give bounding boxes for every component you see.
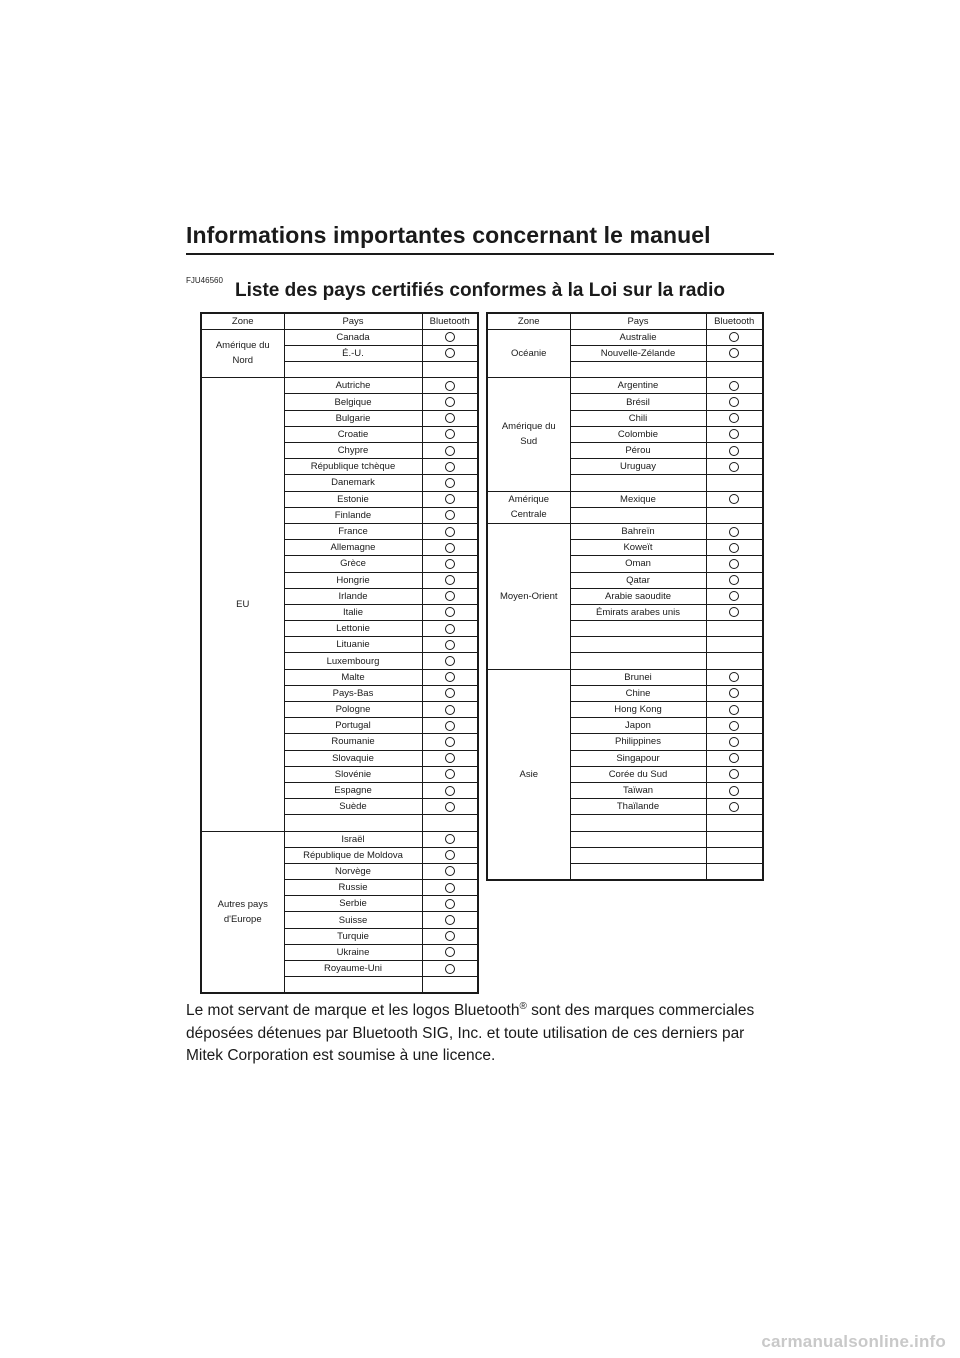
country-cell: Lituanie — [284, 637, 422, 653]
bluetooth-cell — [422, 750, 478, 766]
bluetooth-cell — [422, 977, 478, 993]
open-circle-icon — [445, 721, 455, 731]
open-circle-icon — [445, 964, 455, 974]
country-cell — [284, 362, 422, 378]
country-cell: Luxembourg — [284, 653, 422, 669]
country-cell: Colombie — [570, 426, 706, 442]
trademark-text-end: sont des marques commerciales déposées détenues par Bluetooth SIG, Inc. et toute utilisation de ces derniers par Mitek Corporation est soumise à une licence. — [186, 1002, 755, 1064]
country-cell: Turquie — [284, 928, 422, 944]
bluetooth-cell — [422, 799, 478, 815]
country-cell: Lettonie — [284, 621, 422, 637]
country-cell — [570, 653, 706, 669]
country-cell: Hongrie — [284, 572, 422, 588]
bluetooth-cell — [422, 426, 478, 442]
open-circle-icon — [445, 899, 455, 909]
bluetooth-cell — [422, 394, 478, 410]
bluetooth-cell — [422, 766, 478, 782]
country-cell: Nouvelle-Zélande — [570, 345, 706, 361]
trademark-notice — [186, 1000, 776, 1068]
country-table-right — [486, 312, 764, 881]
country-cell — [570, 847, 706, 863]
registered-mark: ® — [519, 1000, 527, 1012]
bluetooth-cell — [422, 896, 478, 912]
watermark: carmanualsonline.info — [761, 1332, 946, 1351]
bluetooth-cell — [706, 475, 763, 491]
bluetooth-cell — [706, 653, 763, 669]
bluetooth-cell — [422, 912, 478, 928]
open-circle-icon — [445, 786, 455, 796]
open-circle-icon — [729, 543, 739, 553]
open-circle-icon — [729, 769, 739, 779]
bluetooth-cell — [706, 507, 763, 523]
open-circle-icon — [445, 688, 455, 698]
table-row — [487, 523, 763, 539]
bluetooth-cell — [422, 378, 478, 394]
header-country: Pays — [570, 313, 706, 329]
header-bluetooth: Bluetooth — [422, 313, 478, 329]
bluetooth-cell — [422, 475, 478, 491]
header-country: Pays — [284, 313, 422, 329]
open-circle-icon — [729, 494, 739, 504]
bluetooth-cell — [422, 362, 478, 378]
bluetooth-cell — [422, 540, 478, 556]
country-cell — [570, 637, 706, 653]
table-row — [487, 491, 763, 507]
bluetooth-cell — [422, 831, 478, 847]
country-cell: Brunei — [570, 669, 706, 685]
header-zone: Zone — [201, 313, 284, 329]
open-circle-icon — [729, 688, 739, 698]
open-circle-icon — [445, 883, 455, 893]
country-cell: Belgique — [284, 394, 422, 410]
bluetooth-cell — [706, 734, 763, 750]
country-cell: Thaïlande — [570, 799, 706, 815]
open-circle-icon — [729, 332, 739, 342]
bluetooth-cell — [422, 621, 478, 637]
country-cell: Argentine — [570, 378, 706, 394]
table-row — [487, 378, 763, 394]
bluetooth-cell — [422, 443, 478, 459]
bluetooth-cell — [422, 523, 478, 539]
country-cell: Estonie — [284, 491, 422, 507]
open-circle-icon — [729, 753, 739, 763]
bluetooth-cell — [706, 523, 763, 539]
country-cell: Brésil — [570, 394, 706, 410]
section-title: Liste des pays certifiés conformes à la Loi sur la radio — [235, 280, 725, 301]
country-cell: Bulgarie — [284, 410, 422, 426]
bluetooth-cell — [706, 426, 763, 442]
bluetooth-cell — [706, 362, 763, 378]
country-cell: Italie — [284, 604, 422, 620]
country-cell — [570, 863, 706, 879]
country-cell — [570, 815, 706, 831]
bluetooth-cell — [422, 734, 478, 750]
country-cell: Philippines — [570, 734, 706, 750]
country-cell — [570, 831, 706, 847]
trademark-text-start: Le mot servant de marque et les logos Bluetooth — [186, 1002, 520, 1019]
bluetooth-cell — [422, 556, 478, 572]
country-cell — [284, 815, 422, 831]
bluetooth-cell — [706, 815, 763, 831]
bluetooth-cell — [422, 637, 478, 653]
country-cell: Grèce — [284, 556, 422, 572]
open-circle-icon — [729, 446, 739, 456]
bluetooth-cell — [422, 685, 478, 701]
bluetooth-cell — [422, 588, 478, 604]
country-cell: Oman — [570, 556, 706, 572]
open-circle-icon — [729, 705, 739, 715]
table-row — [201, 378, 478, 394]
zone-cell: EU — [201, 378, 284, 831]
table-body-left — [201, 329, 478, 993]
bluetooth-cell — [422, 604, 478, 620]
open-circle-icon — [729, 607, 739, 617]
bluetooth-cell — [422, 815, 478, 831]
bluetooth-cell — [706, 443, 763, 459]
open-circle-icon — [445, 527, 455, 537]
bluetooth-cell — [422, 345, 478, 361]
page-header-title: Informations importantes concernant le manuel — [186, 222, 711, 248]
country-cell: Croatie — [284, 426, 422, 442]
open-circle-icon — [729, 348, 739, 358]
open-circle-icon — [729, 786, 739, 796]
country-cell: É.-U. — [284, 345, 422, 361]
header-zone: Zone — [487, 313, 570, 329]
country-cell: Singapour — [570, 750, 706, 766]
country-cell — [570, 621, 706, 637]
country-cell: Arabie saoudite — [570, 588, 706, 604]
open-circle-icon — [729, 721, 739, 731]
bluetooth-cell — [422, 507, 478, 523]
bluetooth-cell — [706, 750, 763, 766]
bluetooth-cell — [706, 799, 763, 815]
bluetooth-cell — [706, 378, 763, 394]
bluetooth-cell — [422, 459, 478, 475]
country-cell: Israël — [284, 831, 422, 847]
open-circle-icon — [729, 672, 739, 682]
open-circle-icon — [445, 656, 455, 666]
header-divider — [186, 253, 774, 255]
country-cell: Serbie — [284, 896, 422, 912]
bluetooth-cell — [706, 831, 763, 847]
country-cell: Chili — [570, 410, 706, 426]
open-circle-icon — [445, 478, 455, 488]
zone-cell: Océanie — [487, 329, 570, 378]
bluetooth-cell — [706, 540, 763, 556]
zone-cell: Autres pays d'Europe — [201, 831, 284, 993]
country-cell: Koweït — [570, 540, 706, 556]
open-circle-icon — [445, 348, 455, 358]
country-cell: Pérou — [570, 443, 706, 459]
bluetooth-cell — [706, 572, 763, 588]
bluetooth-cell — [706, 766, 763, 782]
open-circle-icon — [729, 591, 739, 601]
bluetooth-cell — [706, 329, 763, 345]
country-cell: Qatar — [570, 572, 706, 588]
open-circle-icon — [729, 737, 739, 747]
bluetooth-cell — [422, 863, 478, 879]
country-cell: Norvège — [284, 863, 422, 879]
open-circle-icon — [445, 462, 455, 472]
open-circle-icon — [445, 494, 455, 504]
bluetooth-cell — [706, 604, 763, 620]
bluetooth-cell — [706, 863, 763, 879]
country-cell: Taïwan — [570, 782, 706, 798]
country-cell — [284, 977, 422, 993]
country-cell: Chine — [570, 685, 706, 701]
country-cell: Slovénie — [284, 766, 422, 782]
country-cell: Finlande — [284, 507, 422, 523]
open-circle-icon — [445, 591, 455, 601]
open-circle-icon — [445, 381, 455, 391]
open-circle-icon — [445, 640, 455, 650]
bluetooth-cell — [706, 459, 763, 475]
bluetooth-cell — [706, 556, 763, 572]
open-circle-icon — [445, 607, 455, 617]
open-circle-icon — [445, 947, 455, 957]
open-circle-icon — [729, 462, 739, 472]
country-cell: Canada — [284, 329, 422, 345]
header-bluetooth: Bluetooth — [706, 313, 763, 329]
open-circle-icon — [445, 705, 455, 715]
zone-cell: Amérique Centrale — [487, 491, 570, 523]
open-circle-icon — [445, 915, 455, 925]
open-circle-icon — [445, 510, 455, 520]
country-cell: République tchèque — [284, 459, 422, 475]
country-cell: Russie — [284, 880, 422, 896]
country-cell — [570, 507, 706, 523]
country-cell: Portugal — [284, 718, 422, 734]
bluetooth-cell — [422, 572, 478, 588]
country-cell: Suisse — [284, 912, 422, 928]
open-circle-icon — [729, 429, 739, 439]
bluetooth-cell — [422, 702, 478, 718]
bluetooth-cell — [706, 669, 763, 685]
country-cell: France — [284, 523, 422, 539]
bluetooth-cell — [706, 702, 763, 718]
bluetooth-cell — [706, 637, 763, 653]
bluetooth-cell — [422, 944, 478, 960]
zone-cell: Amérique du Nord — [201, 329, 284, 378]
open-circle-icon — [445, 332, 455, 342]
open-circle-icon — [729, 559, 739, 569]
open-circle-icon — [729, 413, 739, 423]
bluetooth-cell — [422, 491, 478, 507]
country-cell: Japon — [570, 718, 706, 734]
open-circle-icon — [445, 575, 455, 585]
country-cell: Chypre — [284, 443, 422, 459]
bluetooth-cell — [706, 588, 763, 604]
country-cell: Roumanie — [284, 734, 422, 750]
open-circle-icon — [445, 446, 455, 456]
open-circle-icon — [445, 543, 455, 553]
bluetooth-cell — [706, 621, 763, 637]
bluetooth-cell — [706, 718, 763, 734]
bluetooth-cell — [706, 782, 763, 798]
open-circle-icon — [445, 769, 455, 779]
bluetooth-cell — [422, 880, 478, 896]
country-cell: Mexique — [570, 491, 706, 507]
country-cell: Allemagne — [284, 540, 422, 556]
open-circle-icon — [729, 527, 739, 537]
open-circle-icon — [729, 397, 739, 407]
table-row — [201, 831, 478, 847]
open-circle-icon — [729, 575, 739, 585]
country-cell: Bahreïn — [570, 523, 706, 539]
country-cell: Corée du Sud — [570, 766, 706, 782]
table-row — [487, 669, 763, 685]
open-circle-icon — [445, 866, 455, 876]
country-cell: Pologne — [284, 702, 422, 718]
country-cell: Pays-Bas — [284, 685, 422, 701]
open-circle-icon — [729, 802, 739, 812]
open-circle-icon — [445, 737, 455, 747]
country-cell: Malte — [284, 669, 422, 685]
zone-cell: Moyen-Orient — [487, 523, 570, 669]
open-circle-icon — [445, 559, 455, 569]
table-row — [201, 329, 478, 345]
country-cell: Royaume-Uni — [284, 961, 422, 977]
bluetooth-cell — [422, 928, 478, 944]
country-cell: Suède — [284, 799, 422, 815]
country-cell: Espagne — [284, 782, 422, 798]
zone-cell: Asie — [487, 669, 570, 879]
open-circle-icon — [445, 850, 455, 860]
bluetooth-cell — [422, 410, 478, 426]
bluetooth-cell — [422, 847, 478, 863]
open-circle-icon — [445, 624, 455, 634]
bluetooth-cell — [422, 961, 478, 977]
open-circle-icon — [729, 381, 739, 391]
open-circle-icon — [445, 413, 455, 423]
country-cell: Émirats arabes unis — [570, 604, 706, 620]
open-circle-icon — [445, 802, 455, 812]
country-cell: République de Moldova — [284, 847, 422, 863]
bluetooth-cell — [706, 394, 763, 410]
country-cell: Slovaquie — [284, 750, 422, 766]
table-row — [487, 329, 763, 345]
country-cell: Irlande — [284, 588, 422, 604]
country-cell — [570, 475, 706, 491]
open-circle-icon — [445, 834, 455, 844]
bluetooth-cell — [706, 847, 763, 863]
section-code: FJU46560 — [186, 276, 223, 285]
bluetooth-cell — [422, 782, 478, 798]
bluetooth-cell — [706, 345, 763, 361]
bluetooth-cell — [706, 491, 763, 507]
zone-cell: Amérique du Sud — [487, 378, 570, 491]
country-cell — [570, 362, 706, 378]
bluetooth-cell — [422, 669, 478, 685]
country-cell: Hong Kong — [570, 702, 706, 718]
country-table-left — [200, 312, 479, 994]
table-body-right — [487, 329, 763, 879]
bluetooth-cell — [706, 685, 763, 701]
country-cell: Danemark — [284, 475, 422, 491]
country-cell: Autriche — [284, 378, 422, 394]
bluetooth-cell — [422, 653, 478, 669]
open-circle-icon — [445, 753, 455, 763]
bluetooth-cell — [706, 410, 763, 426]
open-circle-icon — [445, 429, 455, 439]
country-cell: Ukraine — [284, 944, 422, 960]
bluetooth-cell — [422, 718, 478, 734]
bluetooth-cell — [422, 329, 478, 345]
open-circle-icon — [445, 672, 455, 682]
country-cell: Uruguay — [570, 459, 706, 475]
country-cell: Australie — [570, 329, 706, 345]
open-circle-icon — [445, 931, 455, 941]
open-circle-icon — [445, 397, 455, 407]
